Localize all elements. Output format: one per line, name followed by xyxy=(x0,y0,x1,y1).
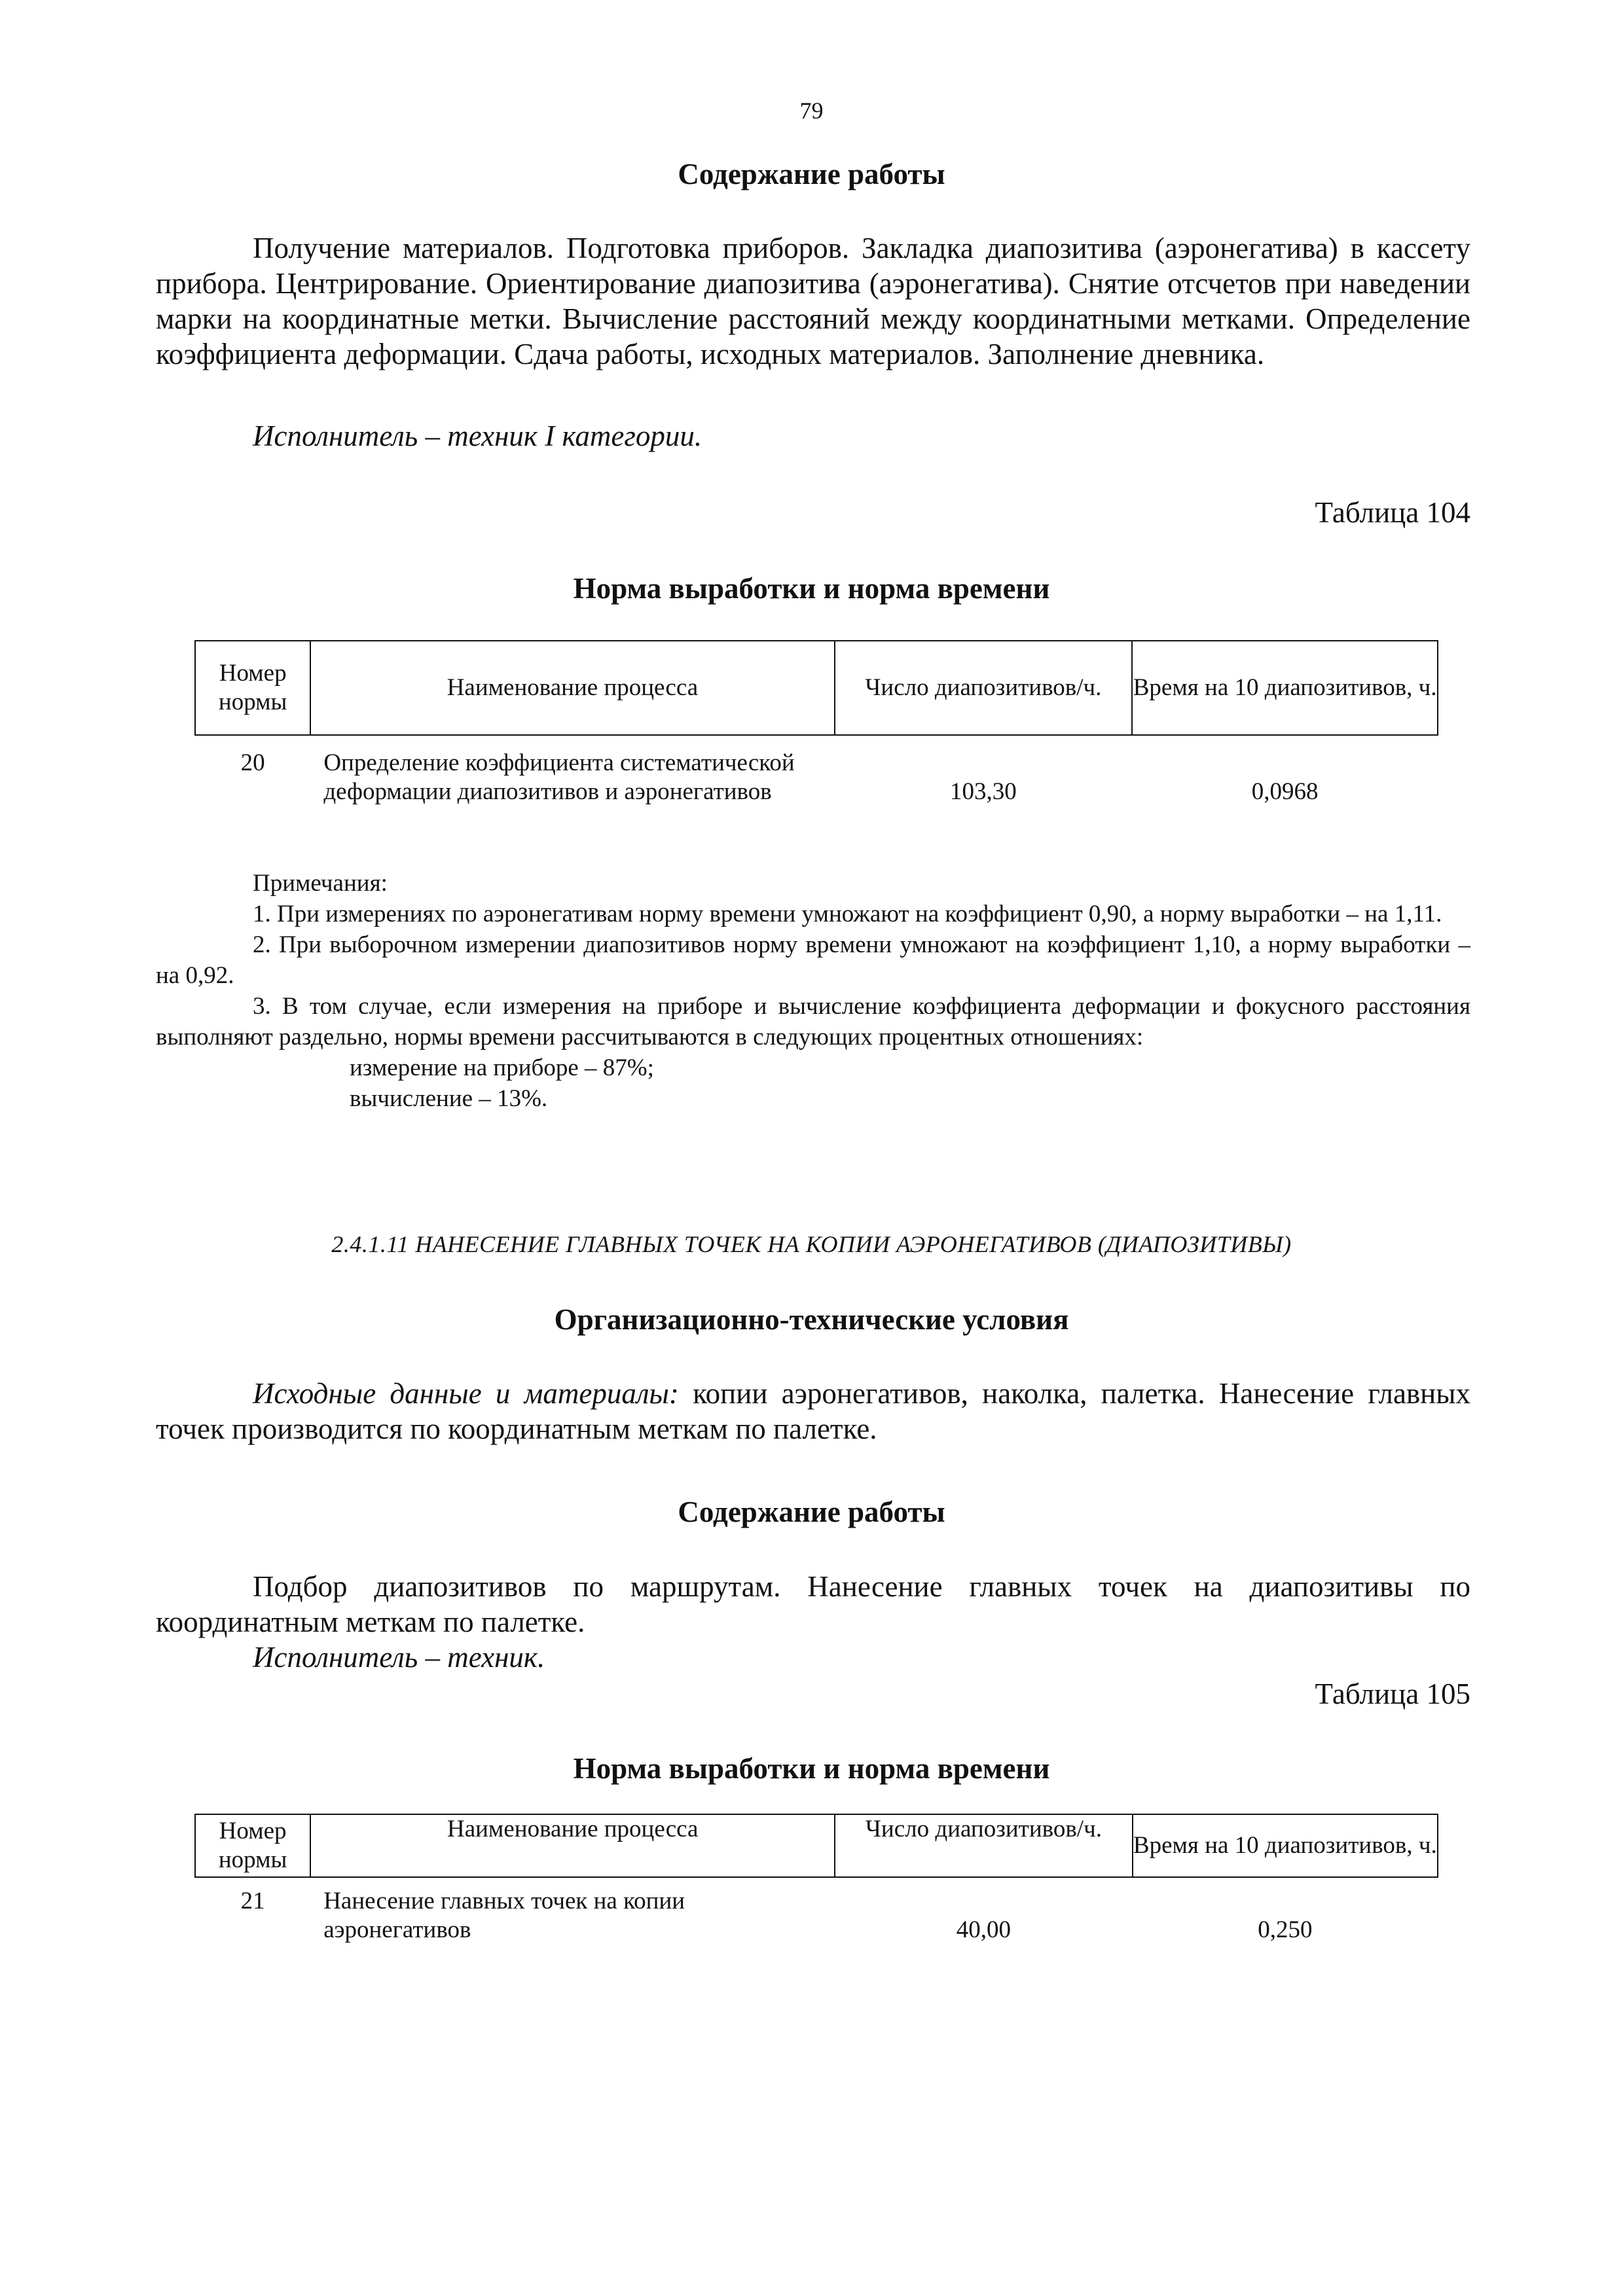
table-row xyxy=(195,735,1438,806)
table-header-row xyxy=(195,1814,1438,1877)
header-count: Число диапозитивов/ч. xyxy=(835,1814,1132,1877)
row-count: 103,30 xyxy=(950,778,1017,805)
content-paragraph-2: Подбор диапозитивов по маршрутам. Нанесение главных точек на диапозитивы по координатным меткам по палетке. xyxy=(156,1570,1470,1638)
header-number: Номер нормы xyxy=(195,1814,310,1877)
executor-line: Исполнитель – техник I категории. xyxy=(253,420,702,452)
org-text: копии аэронегативов, наколка, палетка. Нанесение главных точек производится по координатным меткам по палетке. xyxy=(156,1377,1470,1445)
table-104-title: Норма выработки и норма времени xyxy=(573,572,1050,605)
note-3-sub-2: вычисление – 13%. xyxy=(350,1085,548,1112)
row-number: 20 xyxy=(240,749,265,776)
row-time: 0,0968 xyxy=(1251,778,1319,805)
row-process: Определение коэффициента систематической деформации диапозитивов и аэронегативов xyxy=(323,749,795,805)
row-count: 40,00 xyxy=(956,1916,1012,1943)
content-heading-2: Содержание работы xyxy=(678,1496,945,1528)
org-lead: Исходные данные и материалы: xyxy=(253,1377,679,1410)
notes-block xyxy=(156,868,1470,1114)
table-105-label: Таблица 105 xyxy=(1315,1677,1470,1710)
table-105 xyxy=(194,1814,1438,1945)
executor-line-2: Исполнитель – техник. xyxy=(253,1641,545,1674)
header-time: Время на 10 диапозитивов, ч. xyxy=(1133,1814,1438,1877)
row-process: Нанесение главных точек на копии аэронегативов xyxy=(323,1888,685,1943)
header-time: Время на 10 диапозитивов, ч. xyxy=(1132,641,1438,735)
note-3: 3. В том случае, если измерения на приборе и вычисление коэффициента деформации и фокусного расстояния выполняют раздельно, нормы времени рассчитываются в следующих процентных отношениях: xyxy=(156,993,1470,1050)
note-1: 1. При измерениях по аэронегативам норму времени умножают на коэффициент 0,90, а норму выработки – на 1,11. xyxy=(253,901,1442,927)
note-2: 2. При выборочном измерении диапозитивов норму времени умножают на коэффициент 1,10, а норму выработки – на 0,92. xyxy=(156,931,1470,989)
header-number: Номер нормы xyxy=(195,641,310,735)
notes-title: Примечания: xyxy=(253,870,388,897)
header-count: Число диапозитивов/ч. xyxy=(835,641,1133,735)
row-number: 21 xyxy=(240,1888,265,1914)
content-heading: Содержание работы xyxy=(678,158,945,190)
table-104 xyxy=(194,640,1438,806)
table-105-title: Норма выработки и норма времени xyxy=(573,1752,1050,1785)
table-row xyxy=(195,1877,1438,1945)
org-heading: Организационно-технические условия xyxy=(554,1303,1069,1336)
note-3-sub-1: измерение на приборе – 87%; xyxy=(350,1054,654,1081)
content-paragraph: Получение материалов. Подготовка приборов. Закладка диапозитива (аэронегатива) в кассету прибора. Центрирование. Ориентирование диапозитива (аэронегатива). Снятие отсчетов при наведении марки на координатные метки. Вычисление расстояний между координатными метками. Определение коэффициента деформации. Сдача работы, исходных материалов. Заполнение дневника. xyxy=(156,232,1470,370)
table-header-row xyxy=(195,641,1438,735)
section-title: 2.4.1.11 НАНЕСЕНИЕ ГЛАВНЫХ ТОЧЕК НА КОПИИ АЭРОНЕГАТИВОВ (ДИАПОЗИТИВЫ) xyxy=(331,1231,1292,1257)
row-time: 0,250 xyxy=(1258,1916,1313,1943)
header-process: Наименование процесса xyxy=(310,641,834,735)
org-paragraph xyxy=(156,1376,1470,1446)
table-104-label: Таблица 104 xyxy=(1315,496,1470,529)
page-number: 79 xyxy=(799,98,824,124)
header-process: Наименование процесса xyxy=(310,1814,835,1877)
